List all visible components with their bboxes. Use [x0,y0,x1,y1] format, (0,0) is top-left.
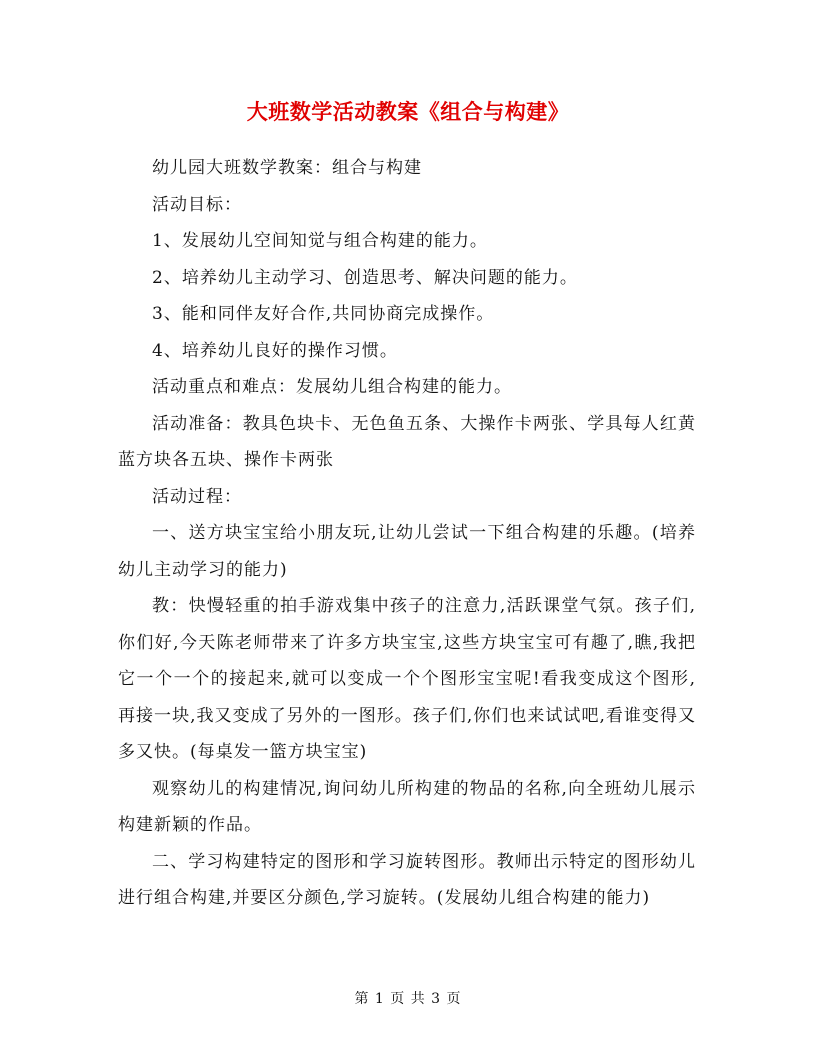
paragraph: 2、培养幼儿主动学习、创造思考、解决问题的能力。 [152,267,578,288]
document-body [118,150,696,917]
paragraph: 幼儿园大班数学教案：组合与构建 [152,158,422,178]
document-title: 大班数学活动教案《组合与构建》 [246,99,570,124]
page-footer: 第 1 页 共 3 页 [354,991,462,1007]
paragraph: 1、发展幼儿空间知觉与组合构建的能力。 [152,231,488,251]
paragraph: 教：快慢轻重的拍手游戏集中孩子的注意力,活跃课堂气氛。孩子们,你们好,今天陈老师带来了许多方块宝宝,这些方块宝宝可有趣了,瞧,我把它一个一个的接起来,就可以变成一个个图形宝宝呢!看我变成这个图形,再接一块,我又变成了另外的一图形。孩子们,你们也来试试吧,看谁变得又多又快。(每桌发一篮方块宝宝) [118,596,696,762]
paragraph: 活动目标： [152,194,242,215]
paragraph: 二、学习构建特定的图形和学习旋转图形。教师出示特定的图形幼儿进行组合构建,并要区分颜色,学习旋转。(发展幼儿组合构建的能力) [118,851,696,908]
paragraph: 观察幼儿的构建情况,询问幼儿所构建的物品的名称,向全班幼儿展示构建新颖的作品。 [118,778,696,835]
paragraph: 活动准备：教具色块卡、无色鱼五条、大操作卡两张、学具每人红黄蓝方块各五块、操作卡两张 [118,413,696,470]
paragraph: 活动重点和难点：发展幼儿组合构建的能力。 [152,377,512,397]
paragraph: 3、能和同伴友好合作,共同协商完成操作。 [152,304,495,324]
paragraph: 一、送方块宝宝给小朋友玩,让幼儿尝试一下组合构建的乐趣。(培养幼儿主动学习的能力) [118,523,696,580]
paragraph: 4、培养幼儿良好的操作习惯。 [152,340,398,361]
paragraph: 活动过程： [152,486,242,507]
